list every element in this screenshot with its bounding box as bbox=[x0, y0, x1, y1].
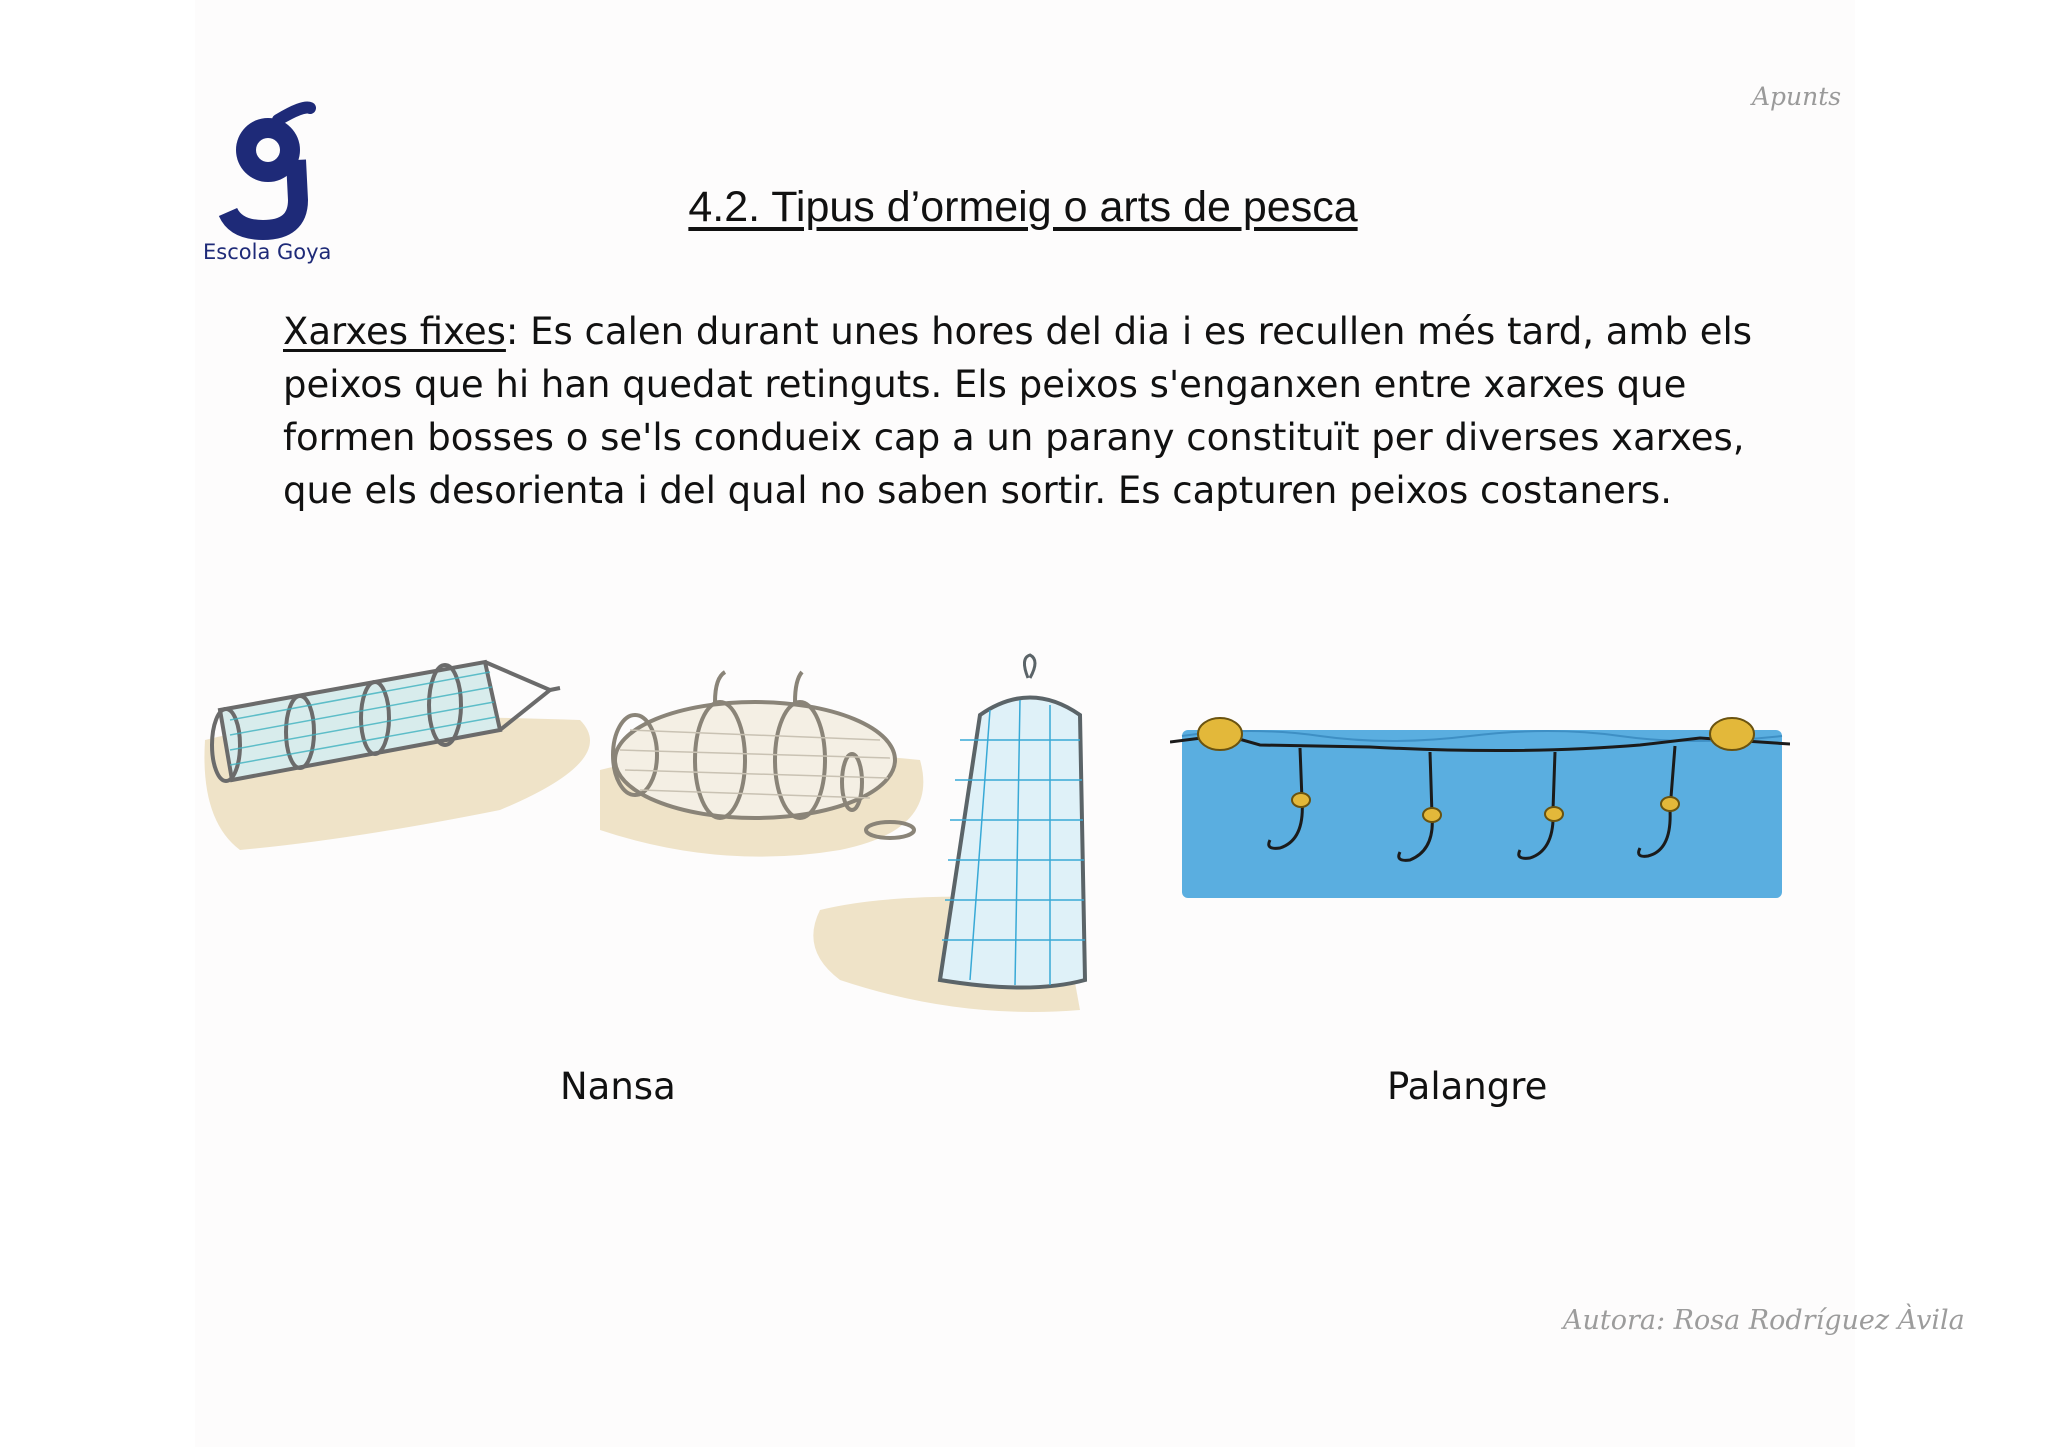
body-paragraph bbox=[283, 305, 1813, 517]
apunts-label: Apunts bbox=[1752, 82, 1842, 111]
title-text: 4.2. Tipus d’ormeig o arts de pesca bbox=[688, 183, 1358, 231]
body-text: : Es calen durant unes hores del dia i es recullen més tard, amb els peixos que hi han quedat retinguts. Els peixos s'enganxen entre xarxes que formen bosses o se'ls condueix cap a un parany constituït per diverses xarxes, que els desorienta i del qual no saben sortir. Es capturen peixos costaners. bbox=[283, 310, 1753, 512]
caption-palangre: Palangre bbox=[1387, 1065, 1548, 1108]
author-credit: Autora: Rosa Rodríguez Àvila bbox=[1563, 1305, 1965, 1336]
fish-trap-illustration bbox=[200, 650, 1150, 1025]
school-name: Escola Goya bbox=[203, 240, 332, 264]
page-title bbox=[0, 183, 2048, 232]
longline-illustration bbox=[1170, 700, 1790, 915]
caption-nansa: Nansa bbox=[560, 1065, 676, 1108]
term-heading: Xarxes fixes bbox=[283, 310, 506, 353]
